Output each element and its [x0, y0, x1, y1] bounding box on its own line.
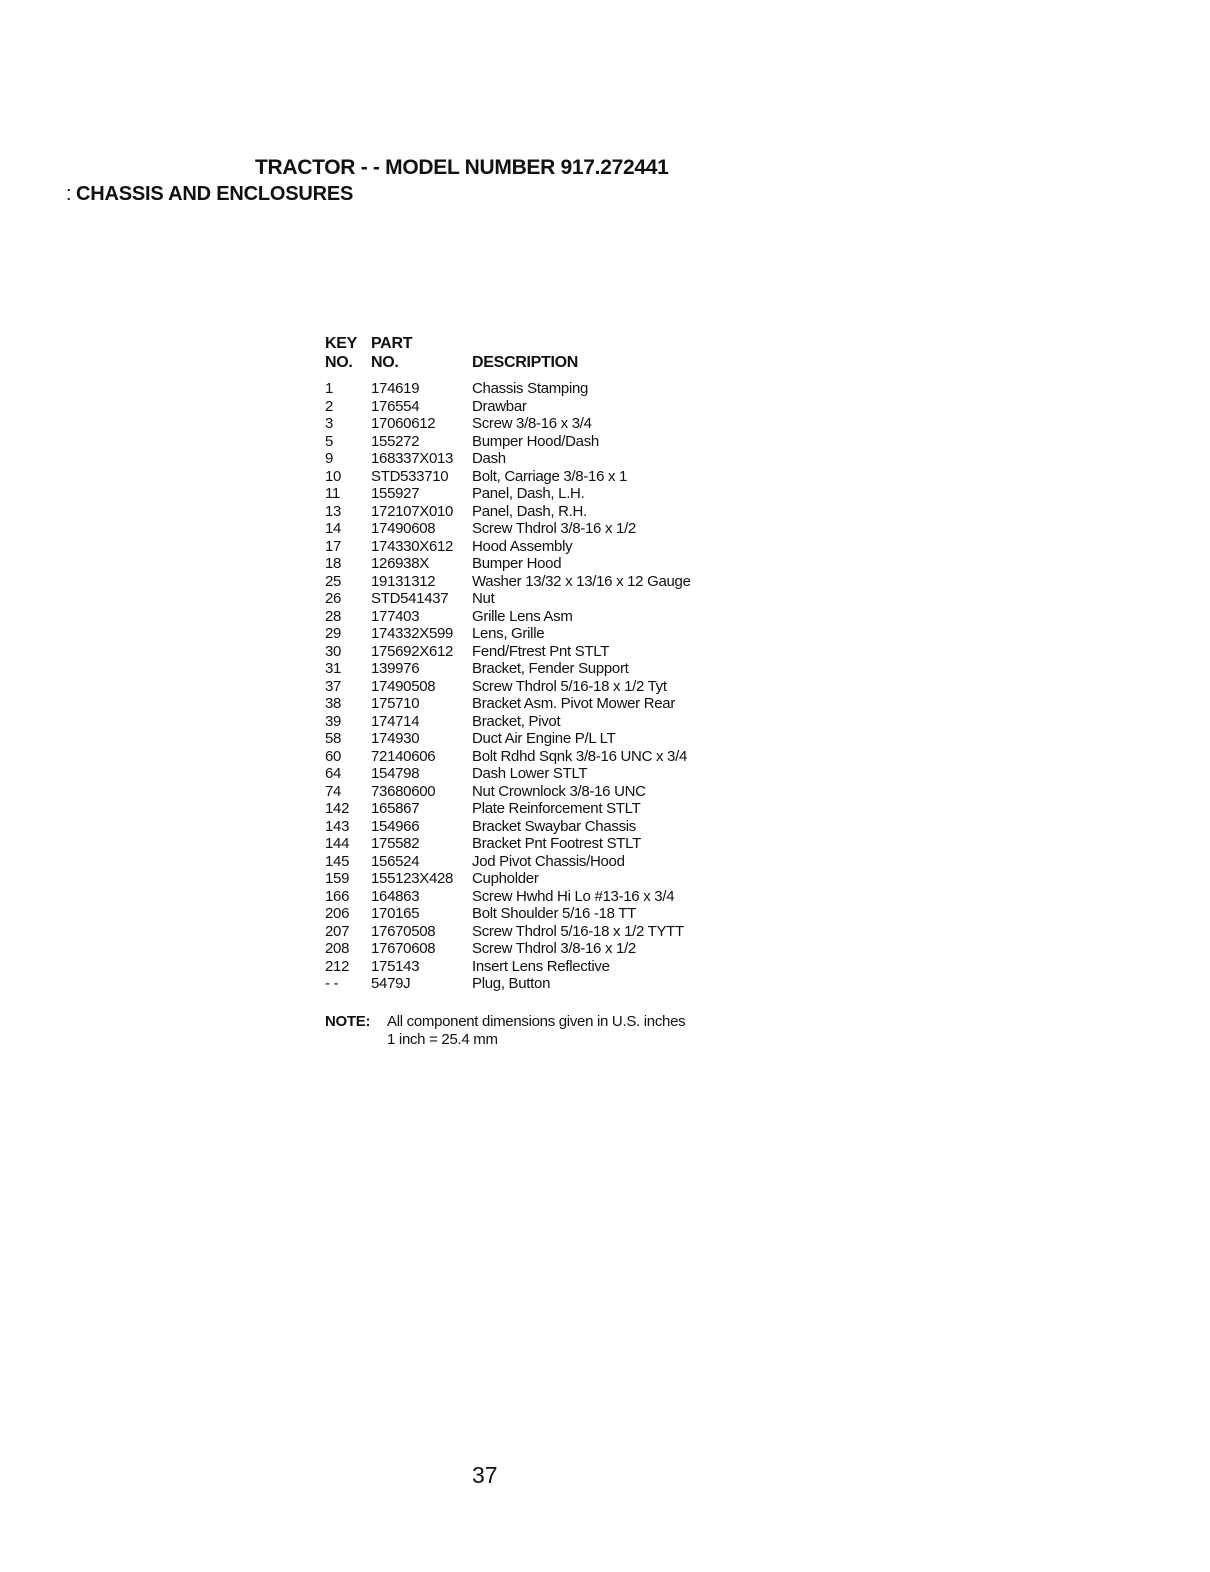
table-row [325, 573, 752, 591]
part-no-cell: 164863 [371, 887, 420, 905]
part-no-cell: 154798 [371, 765, 420, 782]
part-no-cell: 172107X010 [371, 502, 454, 520]
part-no-cell: 174714 [371, 712, 420, 730]
key-no-cell: 143 [325, 817, 350, 835]
section-title [66, 183, 353, 206]
part-no-cell: 139976 [371, 660, 420, 677]
description-cell: Duct Air Engine P/L LT [472, 730, 616, 747]
table-row [325, 975, 752, 993]
table-row [325, 450, 752, 468]
part-no-cell: 174332X599 [371, 625, 454, 642]
key-no-cell: 206 [325, 905, 350, 922]
key-no-cell: 166 [325, 887, 350, 905]
key-no-cell: 208 [325, 940, 350, 957]
part-no-cell: 168337X013 [371, 450, 454, 467]
part-no-cell: 155927 [371, 485, 420, 502]
description-cell: Bracket, Fender Support [472, 660, 629, 677]
description-cell: Plug, Button [472, 975, 551, 992]
description-cell: Bolt Rdhd Sqnk 3/8-16 UNC x 3/4 [472, 747, 687, 765]
part-no-cell: 155272 [371, 432, 420, 450]
key-no-header-line2: NO. [325, 354, 353, 371]
part-no-header-line2: NO. [371, 354, 399, 371]
description-cell: Bracket Pnt Footrest STLT [472, 835, 641, 852]
table-row [325, 958, 752, 976]
page-number: 37 [472, 1462, 498, 1488]
key-no-cell: 29 [325, 625, 342, 642]
part-no-cell: 156524 [371, 852, 420, 870]
key-no-cell: 58 [325, 730, 342, 747]
part-no-header-line1: PART [371, 335, 413, 352]
description-cell: Insert Lens Reflective [472, 957, 610, 975]
key-no-cell: 13 [325, 502, 342, 520]
description-cell: Bumper Hood [472, 555, 562, 572]
table-row [325, 398, 752, 416]
description-cell: Nut Crownlock 3/8-16 UNC [472, 782, 646, 800]
key-no-cell: 37 [325, 677, 342, 695]
description-cell: Bumper Hood/Dash [472, 432, 599, 450]
part-no-cell: 126938X [371, 555, 429, 572]
description-cell: Chassis Stamping [472, 380, 589, 397]
table-header-row [325, 334, 752, 353]
scan-mark: : [66, 183, 72, 205]
table-row [325, 748, 752, 766]
key-no-cell: 5 [325, 432, 334, 450]
table-row [325, 800, 752, 818]
part-no-cell: 17490508 [371, 677, 436, 695]
table-row [325, 468, 752, 486]
description-cell: Grille Lens Asm [472, 607, 573, 625]
key-no-cell: 30 [325, 642, 342, 660]
key-no-cell: 10 [325, 467, 342, 485]
part-no-cell: 175692X612 [371, 642, 454, 660]
description-cell: Screw 3/8-16 x 3/4 [472, 415, 592, 432]
parts-table-body [325, 380, 752, 993]
key-no-cell: - - [325, 975, 339, 992]
description-cell: Panel, Dash, R.H. [472, 502, 587, 520]
description-cell: Dash Lower STLT [472, 765, 588, 782]
part-no-cell: 175710 [371, 695, 420, 712]
key-no-cell: 28 [325, 607, 342, 625]
part-no-cell: 175582 [371, 835, 420, 852]
table-row [325, 625, 752, 643]
table-row [325, 940, 752, 958]
key-no-cell: 145 [325, 852, 350, 870]
table-row [325, 503, 752, 521]
part-no-cell: 17670608 [371, 940, 436, 957]
description-cell: Jod Pivot Chassis/Hood [472, 852, 625, 870]
table-row [325, 695, 752, 713]
part-no-cell: 72140606 [371, 747, 436, 765]
description-cell: Bolt, Carriage 3/8-16 x 1 [472, 467, 628, 485]
part-no-cell: 17670508 [371, 922, 436, 940]
description-cell: Screw Thdrol 3/8-16 x 1/2 [472, 520, 636, 537]
description-cell: Bolt Shoulder 5/16 -18 TT [472, 905, 636, 922]
table-row [325, 923, 752, 941]
section-title-text: CHASSIS AND ENCLOSURES [76, 183, 354, 205]
note [325, 1013, 685, 1049]
description-cell: Nut [472, 590, 495, 607]
table-row [325, 905, 752, 923]
description-cell: Bracket Swaybar Chassis [472, 817, 636, 835]
key-no-cell: 64 [325, 765, 342, 782]
description-cell: Bracket Asm. Pivot Mower Rear [472, 695, 676, 712]
table-row [325, 660, 752, 678]
key-no-cell: 14 [325, 520, 342, 537]
description-cell: Hood Assembly [472, 537, 573, 555]
key-no-cell: 2 [325, 397, 334, 415]
description-cell: Screw Thdrol 5/16-18 x 1/2 Tyt [472, 677, 667, 695]
table-header-row [325, 353, 752, 380]
key-no-cell: 144 [325, 835, 350, 852]
note-line1: All component dimensions given in U.S. inches [387, 1013, 686, 1030]
description-cell: Screw Hwhd Hi Lo #13-16 x 3/4 [472, 887, 675, 905]
key-no-cell: 207 [325, 922, 350, 940]
key-no-cell: 18 [325, 555, 342, 572]
part-no-cell: 177403 [371, 607, 420, 625]
key-no-cell: 11 [325, 485, 340, 502]
table-row [325, 870, 752, 888]
part-no-cell: 5479J [371, 975, 411, 992]
part-no-cell: 17060612 [371, 415, 436, 432]
part-no-cell: 165867 [371, 800, 420, 817]
table-row [325, 783, 752, 801]
part-no-cell: 175143 [371, 957, 420, 975]
page-title: TRACTOR - - MODEL NUMBER 917.272441 [255, 156, 669, 179]
description-header: DESCRIPTION [472, 354, 579, 371]
table-row [325, 643, 752, 661]
key-no-cell: 212 [325, 957, 350, 975]
table-row [325, 538, 752, 556]
table-row [325, 730, 752, 748]
key-no-cell: 26 [325, 590, 342, 607]
key-no-cell: 142 [325, 800, 350, 817]
table-row [325, 713, 752, 731]
key-no-cell: 74 [325, 782, 342, 800]
table-row [325, 485, 752, 503]
key-no-cell: 25 [325, 572, 342, 590]
part-no-cell: 174619 [371, 380, 420, 397]
part-no-cell: 170165 [371, 905, 420, 922]
note-label: NOTE: [325, 1013, 371, 1030]
description-cell: Fend/Ftrest Pnt STLT [472, 642, 610, 660]
table-row [325, 520, 752, 538]
description-cell: Screw Thdrol 3/8-16 x 1/2 [472, 940, 636, 957]
part-no-cell: 17490608 [371, 520, 436, 537]
key-no-cell: 17 [325, 537, 342, 555]
description-cell: Drawbar [472, 397, 527, 415]
table-row [325, 590, 752, 608]
table-row [325, 853, 752, 871]
description-cell: Lens, Grille [472, 625, 545, 642]
table-row [325, 678, 752, 696]
description-cell: Panel, Dash, L.H. [472, 485, 585, 502]
key-no-cell: 38 [325, 695, 342, 712]
table-row [325, 415, 752, 433]
description-cell: Bracket, Pivot [472, 712, 561, 730]
part-no-cell: 73680600 [371, 782, 436, 800]
table-row [325, 888, 752, 906]
part-no-cell: STD533710 [371, 467, 449, 485]
key-no-cell: 3 [325, 415, 334, 432]
table-row [325, 835, 752, 853]
key-no-cell: 31 [325, 660, 342, 677]
table-row [325, 608, 752, 626]
parts-table [325, 334, 752, 993]
description-cell: Dash [472, 450, 506, 467]
key-no-cell: 159 [325, 870, 350, 887]
key-no-header-line1: KEY [325, 335, 357, 352]
part-no-cell: 176554 [371, 397, 420, 415]
description-cell: Washer 13/32 x 13/16 x 12 Gauge [472, 572, 691, 590]
table-row [325, 433, 752, 451]
part-no-cell: 19131312 [371, 572, 436, 590]
key-no-cell: 9 [325, 450, 334, 467]
part-no-cell: STD541437 [371, 590, 449, 607]
description-cell: Plate Reinforcement STLT [472, 800, 641, 817]
note-line2: 1 inch = 25.4 mm [387, 1031, 498, 1048]
key-no-cell: 1 [325, 380, 334, 397]
table-row [325, 818, 752, 836]
table-row [325, 555, 752, 573]
key-no-cell: 39 [325, 712, 342, 730]
part-no-cell: 174930 [371, 730, 420, 747]
description-cell: Screw Thdrol 5/16-18 x 1/2 TYTT [472, 922, 684, 940]
key-no-cell: 60 [325, 747, 342, 765]
part-no-cell: 154966 [371, 817, 420, 835]
part-no-cell: 155123X428 [371, 870, 454, 887]
part-no-cell: 174330X612 [371, 537, 454, 555]
table-row [325, 380, 752, 398]
description-cell: Cupholder [472, 870, 539, 887]
table-row [325, 765, 752, 783]
